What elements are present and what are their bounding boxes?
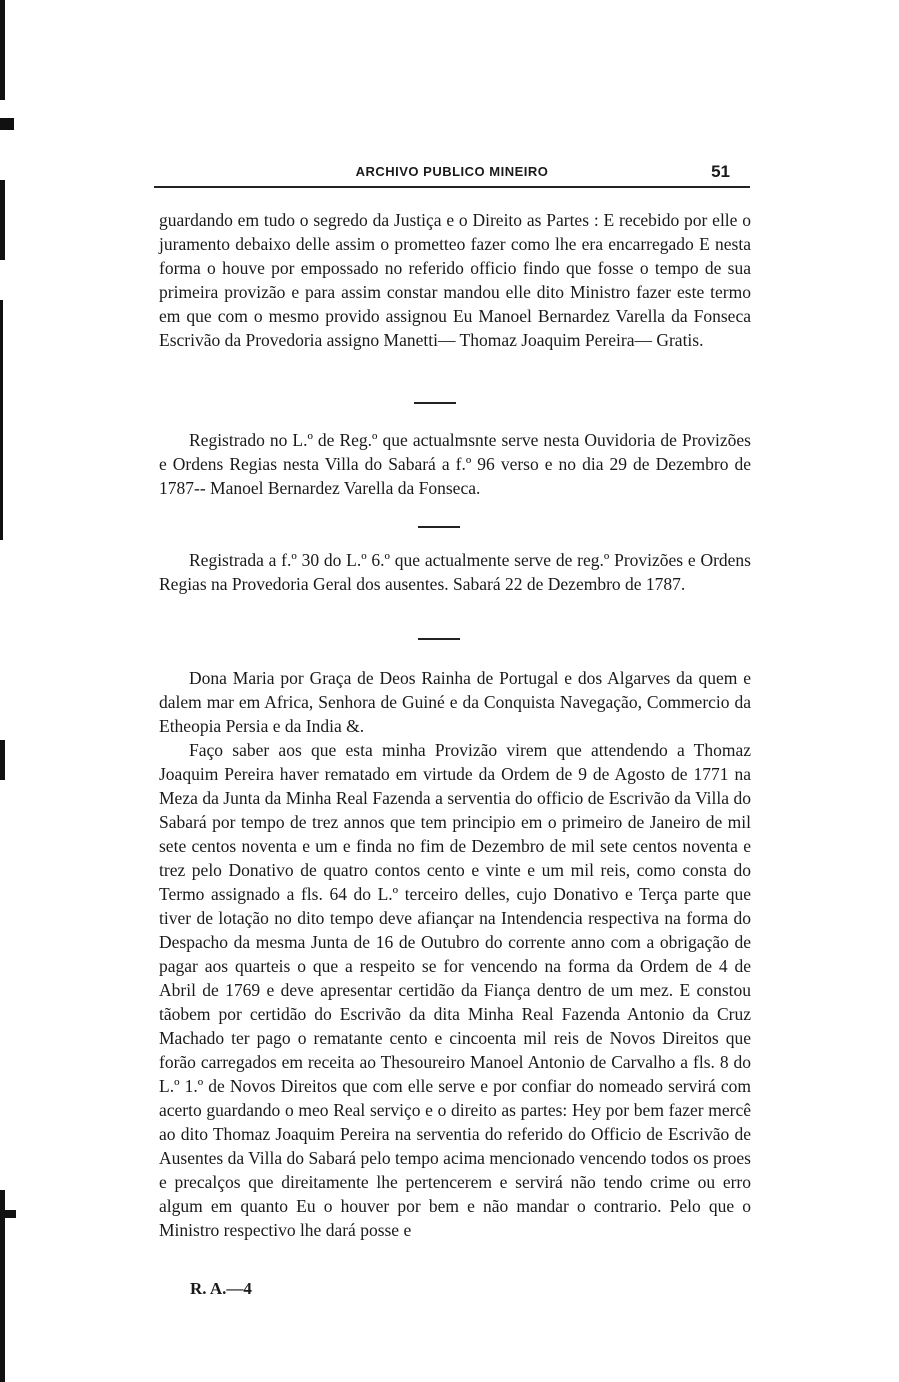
- signature-mark: R. A.—4: [190, 1279, 252, 1298]
- scan-edge-mark: [0, 180, 5, 260]
- page-number: 51: [711, 162, 730, 181]
- scan-edge-mark: [0, 0, 5, 100]
- paragraph: guardando em tudo o segredo da Justiça e o Direito as Partes : E recebido por elle o juramento debaixo delle assim o prometteo fazer como lhe era encarregado E nesta forma o houve por empossado no referido officio findo que fosse o tempo de sua primeira provizão e para assim constar mandou elle dito Ministro fazer este termo em que com o mesmo provido assignou Eu Manoel Bernardez Varella da Fonseca Escrivão da Provedoria assigno Manetti— Thomaz Joaquim Pereira— Gratis.: [159, 210, 751, 350]
- paragraph: Registrada a f.º 30 do L.º 6.º que actualmente serve de reg.º Provizões e Ordens Regias na Provedoria Geral dos ausentes. Sabará 22 de Dezembro de 1787.: [159, 550, 751, 594]
- scan-edge-mark: [0, 118, 14, 130]
- scan-edge-mark: [0, 1210, 16, 1218]
- running-title: ARCHIVO PUBLICO MINEIRO: [355, 164, 549, 179]
- section-divider: [414, 402, 456, 404]
- paragraph: Faço saber aos que esta minha Provizão virem que attendendo a Thomaz Joaquim Pereira haver rematado em virtude da Ordem de 9 de Agosto de 1771 na Meza da Junta da Minha Real Fazenda a serventia do officio de Escrivão da Villa do Sabará por tempo de trez annos que tem principio em o primeiro de Janeiro de mil sete centos noventa e um e finda no fim de Dezembro de mil sete centos noventa e trez pelo Donativo de quatro contos cento e vinte e um mil reis, como consta do Termo assignado a fls. 64 do L.º terceiro delles, cujo Donativo e Terça parte que tiver de lotação no dito tempo deve afiançar na Intendencia respectiva na forma do Despacho da mesma Junta de 16 de Outubro do corrente anno com a obrigação de pagar aos quarteis o que a respeito se for vencendo na forma da Ordem de 4 de Abril de 1769 e deve apresentar certidão da Fiança dentro de um mez. E constou tãobem por certidão do Escrivão da dita Minha Real Fazenda Antonio da Cruz Machado ter pago o rematante cento e cincoenta mil reis de Novos Direitos que forão carregados em receita ao Thesoureiro Manoel Antonio de Carvalho a fls. 8 do L.º 1.º de Novos Direitos que com elle serve e por confiar do nomeado servirá com acerto guardando o meo Real serviço e o direito as partes: Hey por bem fazer mercê ao dito Thomaz Joaquim Pereira na serventia do referido do Officio de Escrivão de Ausentes da Villa do Sabará pelo tempo acima mencionado vencendo todos os proes e precalços que direitamente lhe pertencerem e servirá não tendo crime ou erro algum em quanto Eu o houver por bem e não mandar o contrario. Pelo que o Ministro respectivo lhe dará posse e: [159, 740, 751, 1240]
- paragraph: Registrado no L.º de Reg.º que actualmsnte serve nesta Ouvidoria de Provizões e Ordens Regias nesta Villa do Sabará a f.º 96 verso e no dia 29 de Dezembro de 1787-- Manoel Bernardez Varella da Fonseca.: [159, 430, 751, 498]
- scan-edge-mark: [0, 1190, 5, 1382]
- paragraph: Dona Maria por Graça de Deos Rainha de Portugal e dos Algarves da quem e dalem mar em Africa, Senhora de Guiné e da Conquista Navegação, Commercio da Etheopia Persia e da India &.: [159, 668, 751, 736]
- section-divider: [418, 526, 460, 528]
- scan-edge-mark: [0, 300, 3, 540]
- provision-text: [159, 666, 751, 1242]
- paragraph-registro-2: [159, 548, 751, 596]
- section-divider: [418, 638, 460, 640]
- scan-edge-mark: [0, 740, 5, 780]
- paragraph-termo: [159, 208, 751, 352]
- page-header: [154, 162, 750, 186]
- paragraph-registro-1: [159, 428, 751, 500]
- header-rule: [154, 186, 750, 188]
